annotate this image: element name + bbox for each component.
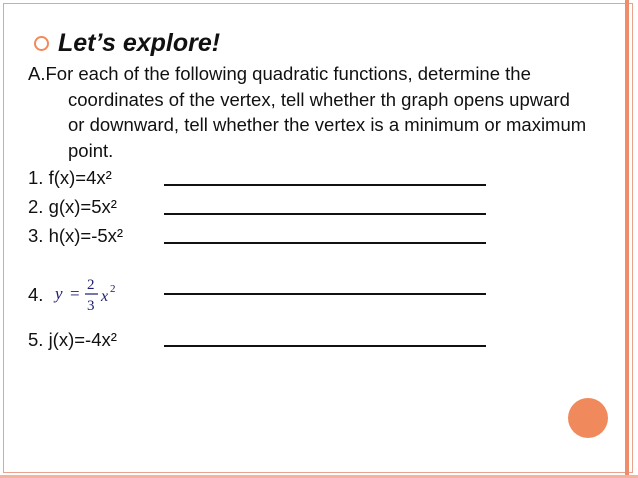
exercise-item-3 <box>28 222 588 251</box>
exercise-item-1 <box>28 164 588 193</box>
exercise-item-2 <box>28 193 588 222</box>
slide-heading: Let’s explore! <box>58 28 221 57</box>
exercise-item-5 <box>28 303 588 355</box>
exercise-label: 1. f(x)=4x² <box>28 167 112 188</box>
bullet-ring-icon <box>34 36 49 51</box>
heading-row <box>28 26 588 60</box>
eq-variable: x <box>101 288 109 305</box>
exercise-label: 2. g(x)=5x² <box>28 196 117 217</box>
answer-blank <box>164 293 486 295</box>
eq-exponent: 2 <box>110 283 116 295</box>
exercise-list <box>28 164 588 355</box>
slide-edge-stripe <box>625 0 629 478</box>
answer-blank <box>164 242 486 244</box>
eq-sign: = <box>70 284 81 303</box>
exercise-label: 5. j(x)=-4x² <box>28 329 117 350</box>
frac-denominator: 3 <box>87 298 95 314</box>
exercise-number: 4. <box>28 284 44 305</box>
answer-blank <box>164 213 486 215</box>
answer-blank <box>164 345 486 347</box>
eq-lhs: y <box>55 284 63 303</box>
exercise-label: 3. h(x)=-5x² <box>28 225 124 246</box>
decorative-circle <box>568 398 608 438</box>
exercise-item-4 <box>28 251 588 314</box>
slide-content <box>28 26 588 355</box>
frac-numerator: 2 <box>87 277 95 293</box>
answer-blank <box>164 184 486 186</box>
instructions-text: A.For each of the following quadratic functions, determine the coordinates of the vertex, tell whether th graph opens upward or downward, tell whether the vertex is a minimum or maximum point. <box>28 63 587 161</box>
